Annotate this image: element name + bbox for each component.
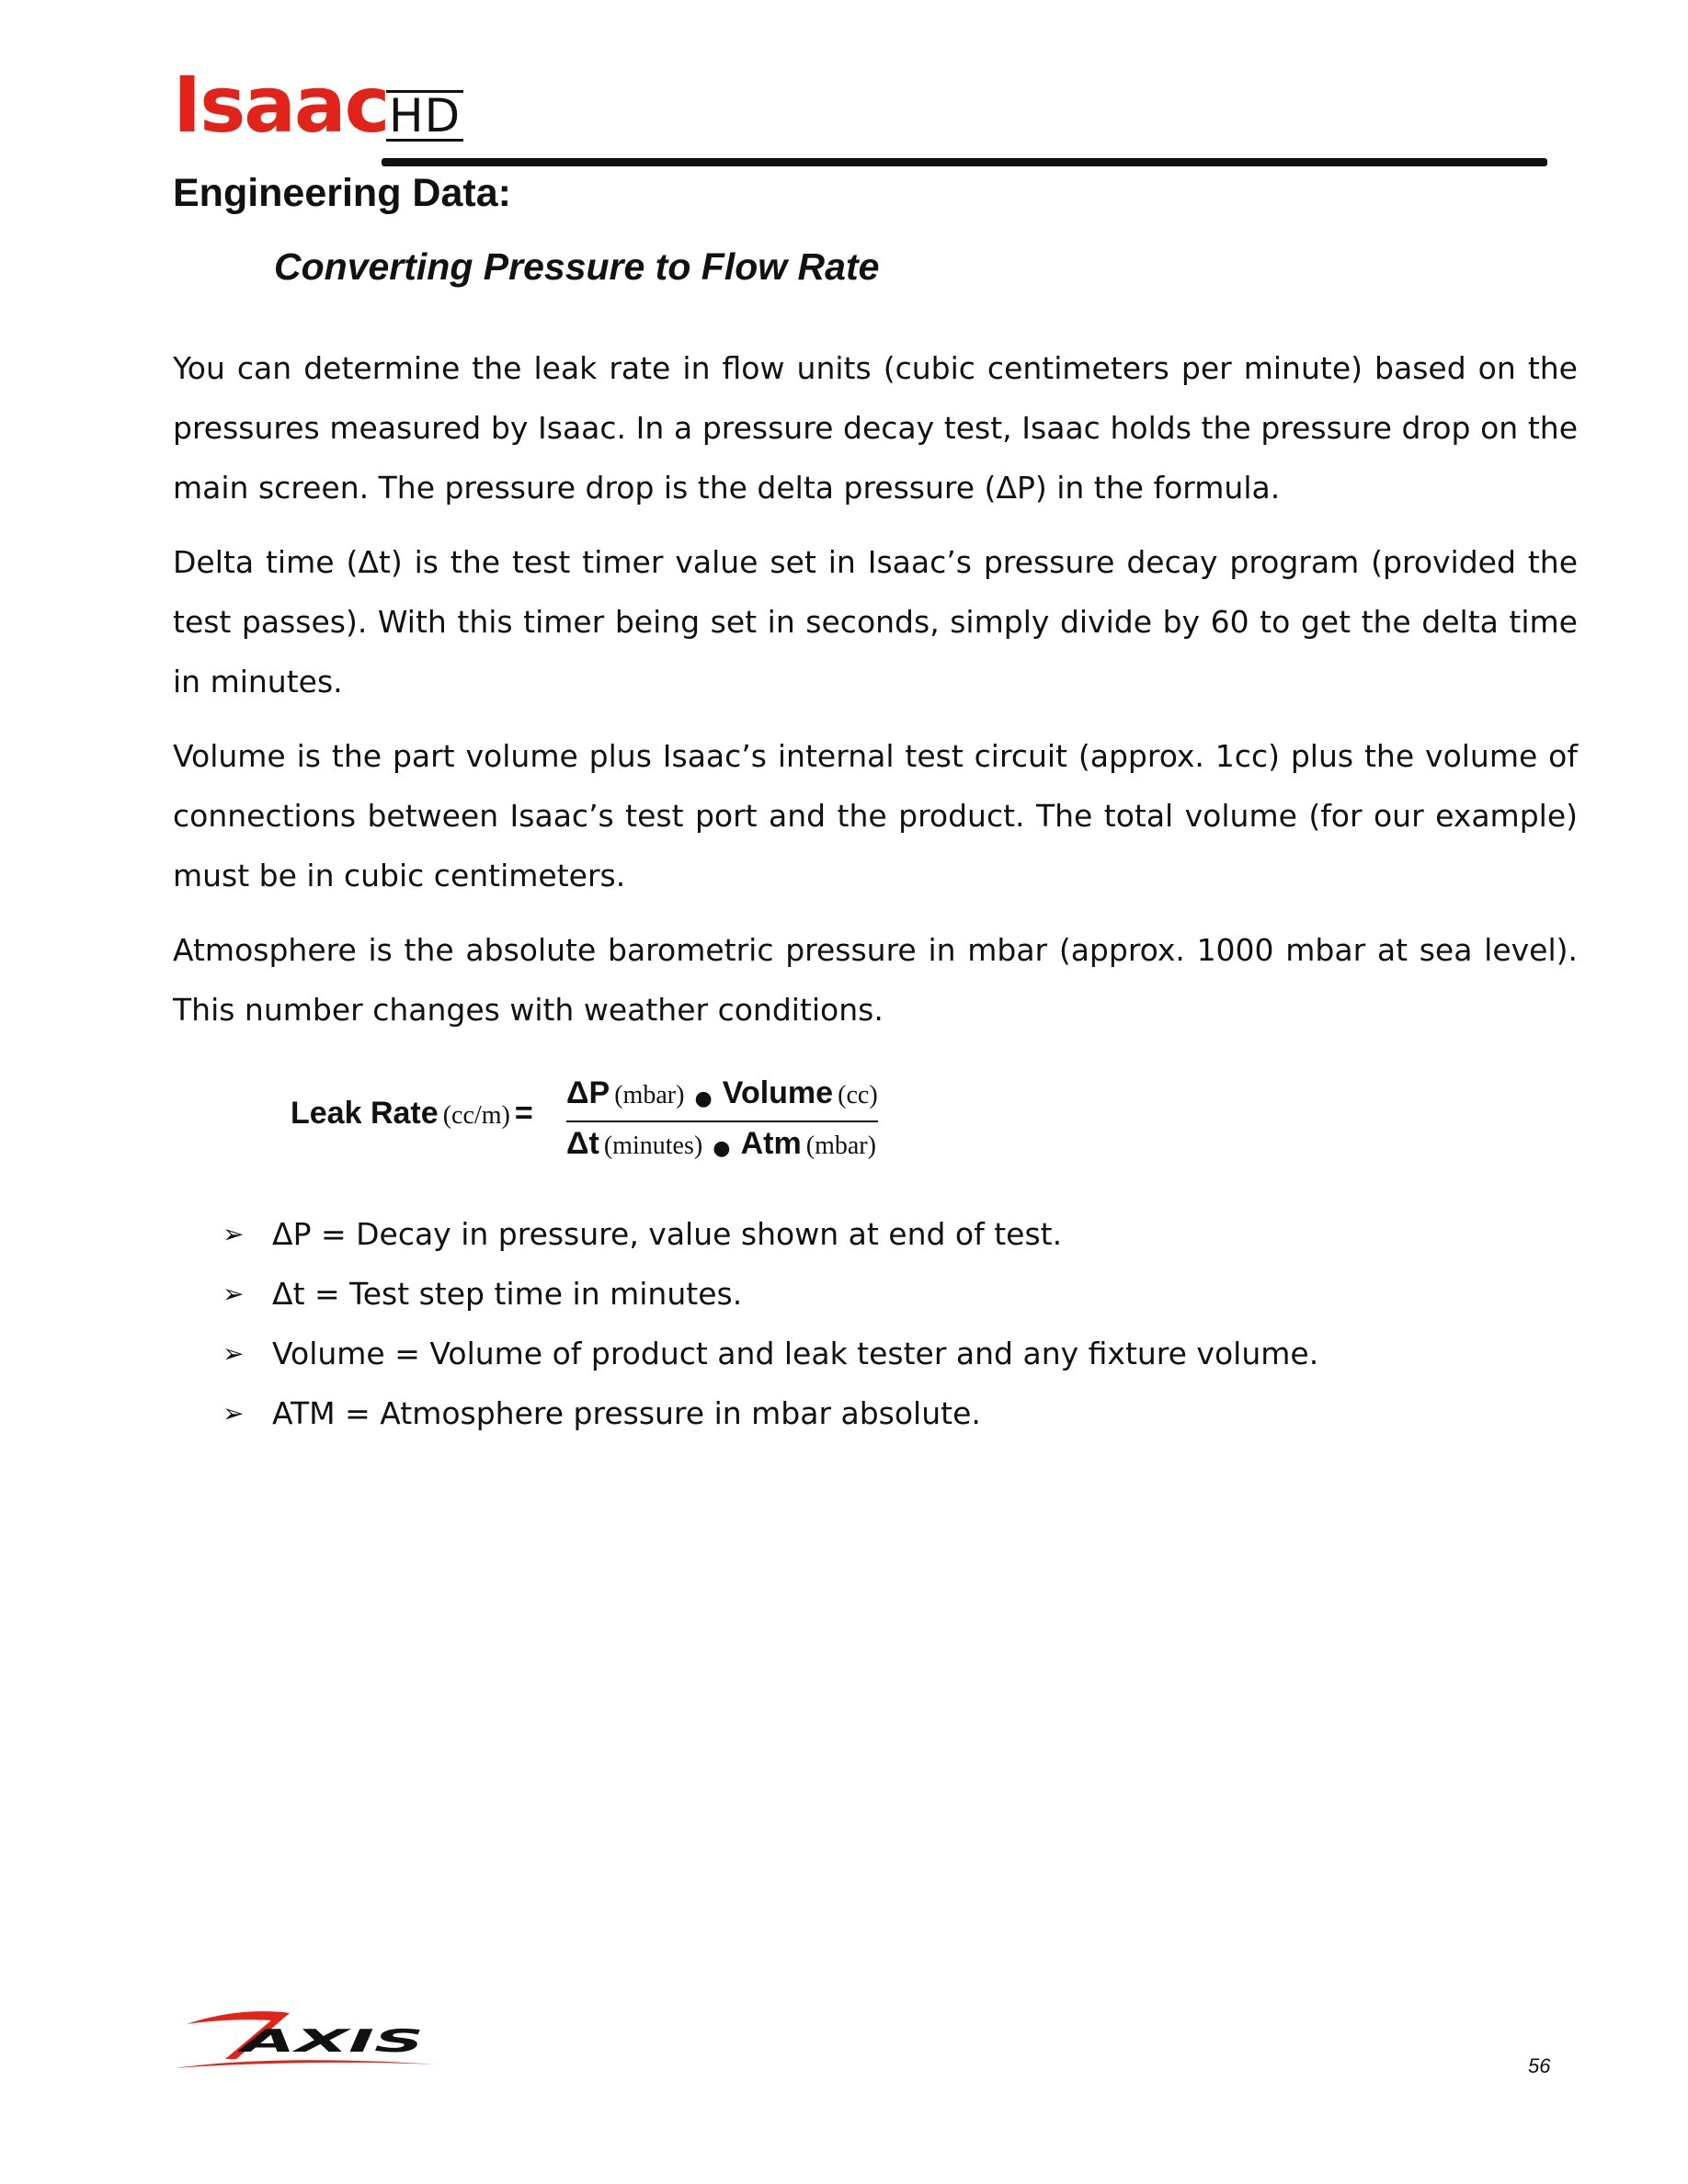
formula-fraction bbox=[566, 1074, 878, 1170]
paragraph-atmosphere: Atmosphere is the absolute barometric pressure in mbar (approx. 1000 mbar at sea level). This number changes with weather conditions. bbox=[173, 932, 1578, 1028]
numerator-term-volume: Volume bbox=[722, 1075, 834, 1110]
definitions-list bbox=[221, 1204, 1318, 1443]
definition-text: Volume = Volume of product and leak tester and any fixture volume. bbox=[272, 1336, 1319, 1371]
section-title: Engineering Data: bbox=[173, 171, 511, 215]
denominator-multiply-dot: ● bbox=[713, 1137, 731, 1160]
formula-equals: = bbox=[514, 1096, 533, 1131]
numerator-term-delta-p: ΔP bbox=[566, 1075, 610, 1110]
page-number: 56 bbox=[1528, 2054, 1551, 2077]
denominator-term-delta-t: Δt bbox=[566, 1125, 599, 1161]
paragraph-pressure: You can determine the leak rate in flow units (cubic centimeters per minute) based on the pressures measured by Isaac. In a pressure decay test, Isaac holds the pressure drop on the main screen. The pressure drop is the delta pressure (ΔP) in the formula. bbox=[173, 350, 1578, 506]
arrow-bullet-icon: ➢ bbox=[222, 1338, 245, 1369]
definition-text: ΔP = Decay in pressure, value shown at end of test. bbox=[272, 1216, 1063, 1252]
formula-lhs-unit: (cc/m) bbox=[442, 1101, 510, 1130]
header-divider bbox=[382, 158, 1547, 166]
numerator-unit-mbar: (mbar) bbox=[614, 1081, 685, 1109]
logo-suffix: HD bbox=[386, 90, 463, 142]
numerator-multiply-dot: ● bbox=[694, 1086, 713, 1110]
definition-text: Δt = Test step time in minutes. bbox=[272, 1276, 743, 1312]
denominator-term-atm: Atm bbox=[740, 1125, 802, 1161]
paragraph-delta-time: Delta time (Δt) is the test timer value set in Isaac’s pressure decay program (provided the test passes). With this timer being set in seconds, simply divide by 60 to get the delta time in minutes. bbox=[173, 544, 1578, 700]
logo-text: Isaac bbox=[173, 60, 389, 150]
numerator-unit-cc: (cc) bbox=[838, 1081, 878, 1109]
list-item bbox=[221, 1264, 1318, 1324]
denominator-unit-mbar: (mbar) bbox=[805, 1131, 876, 1160]
zaxis-logo bbox=[170, 2004, 446, 2077]
formula-denominator bbox=[566, 1122, 878, 1171]
list-item bbox=[221, 1204, 1318, 1264]
page-subtitle: Converting Pressure to Flow Rate bbox=[274, 245, 880, 288]
zaxis-swoosh-bottom bbox=[176, 2060, 437, 2068]
denominator-unit-minutes: (minutes) bbox=[603, 1131, 703, 1160]
formula-lhs-label: Leak Rate bbox=[291, 1096, 439, 1131]
paragraph-volume: Volume is the part volume plus Isaac’s internal test circuit (approx. 1cc) plus the volume of connections between Isaac’s test port and the product. The total volume (for our example) must be in cubic centimeters. bbox=[173, 738, 1578, 893]
leak-rate-formula bbox=[291, 1074, 934, 1175]
formula-lhs bbox=[291, 1096, 533, 1132]
formula-numerator bbox=[566, 1074, 878, 1122]
definition-text: ATM = Atmosphere pressure in mbar absolute. bbox=[272, 1395, 981, 1431]
list-item bbox=[221, 1324, 1318, 1383]
list-item bbox=[221, 1383, 1318, 1443]
zaxis-wordmark: AXIS bbox=[235, 2023, 424, 2060]
arrow-bullet-icon: ➢ bbox=[222, 1279, 245, 1309]
arrow-bullet-icon: ➢ bbox=[222, 1219, 245, 1249]
arrow-bullet-icon: ➢ bbox=[222, 1398, 245, 1428]
